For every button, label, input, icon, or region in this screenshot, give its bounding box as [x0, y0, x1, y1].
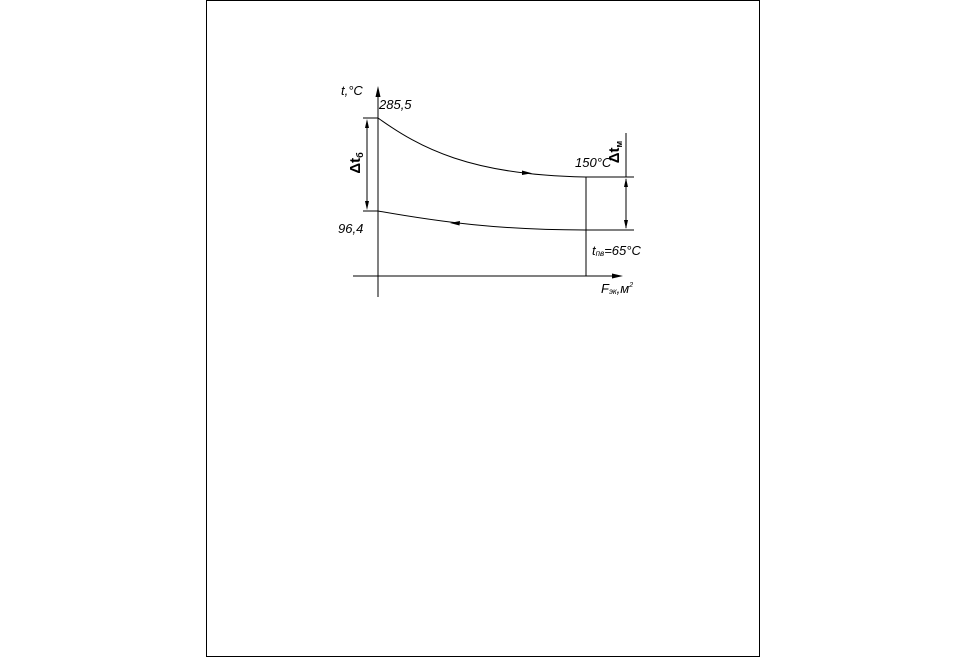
- x-axis-label: [601, 281, 633, 296]
- hot-medium-curve: [378, 118, 585, 177]
- hot-inlet-temp: 285,5: [379, 97, 412, 112]
- x-axis-sub: эк: [608, 287, 617, 296]
- cold-flow-arrow-icon: [450, 221, 460, 226]
- cold-medium-curve: [378, 211, 585, 230]
- x-axis-unit: ,м: [616, 281, 630, 296]
- hot-outlet-temp: 150°C: [575, 155, 612, 170]
- x-axis-sup: 2: [629, 282, 634, 289]
- dim-right-top-arrow-icon: [624, 178, 628, 187]
- x-axis-arrow-icon: [612, 274, 623, 279]
- cold-inlet-sub: пв: [595, 249, 605, 258]
- delta-large-symbol: Δt: [347, 157, 364, 174]
- delta-small-sub: м: [614, 140, 624, 148]
- x-axis-f: F: [601, 281, 609, 296]
- dim-left-top-arrow-icon: [365, 119, 369, 128]
- dim-right-bottom-arrow-icon: [624, 220, 628, 229]
- cold-inlet-temp: [592, 243, 641, 258]
- svg-text:Δtб: [347, 152, 365, 174]
- cold-inlet-t: t: [592, 243, 596, 258]
- delta-large-label: [347, 152, 365, 174]
- hot-flow-arrow-icon: [522, 171, 532, 176]
- y-axis-arrow-icon: [376, 86, 381, 97]
- y-axis-label: t,°C: [341, 83, 363, 98]
- cold-inlet-value: =65°C: [604, 243, 641, 258]
- dim-left-bottom-arrow-icon: [365, 201, 369, 210]
- cold-outlet-temp: 96,4: [338, 221, 364, 236]
- delta-large-sub: б: [355, 152, 365, 158]
- delta-small-symbol: Δt: [606, 147, 623, 164]
